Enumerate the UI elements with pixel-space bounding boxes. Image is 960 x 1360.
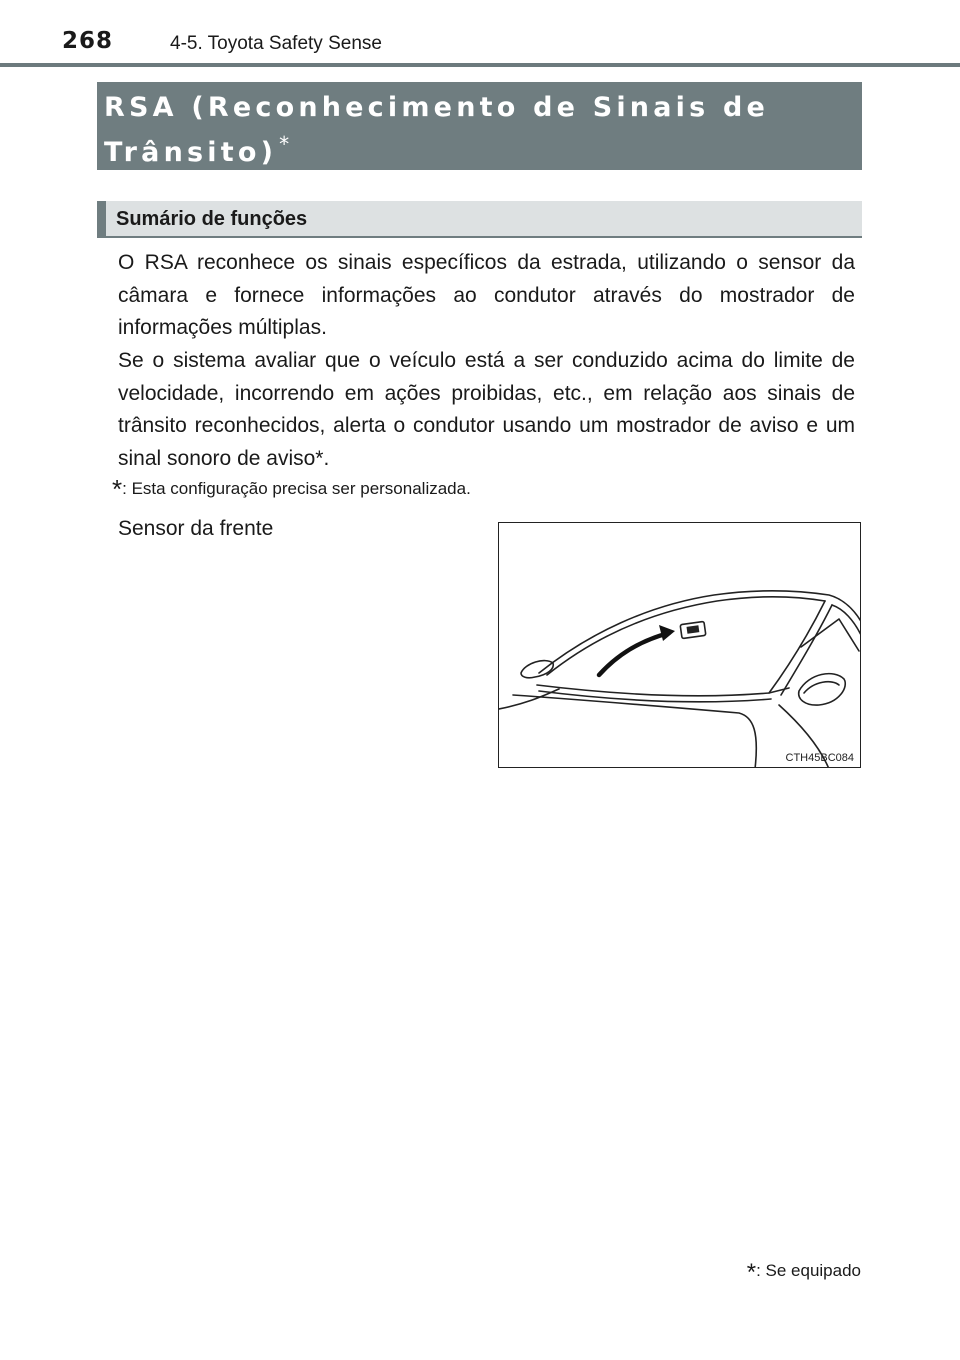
title-line-1: RSA (Reconhecimento de Sinais de: [104, 92, 770, 123]
figure-code: CTH45BC084: [785, 752, 854, 764]
paragraph-warning: Se o sistema avaliar que o veículo está a ser conduzido acima do limite de velocidade, incorrendo em ações proibidas, etc., em relação aos sinais de trânsito reconhecidos, alerta o condutor usando um mostrador de aviso e um sinal sonoro de aviso*.: [118, 349, 855, 470]
subheading-bar: [97, 201, 862, 238]
paragraph-intro: O RSA reconhece os sinais específicos da estrada, utilizando o sensor da câmara e fornece informações ao condutor através do mostrador de informações múltiplas.: [118, 251, 855, 339]
title-footnote-marker: *: [279, 132, 290, 156]
title-bar: [97, 82, 862, 170]
camera-sensor-icon: [680, 621, 706, 638]
windshield-camera-illustration: [499, 523, 861, 768]
equipped-note: [747, 1259, 861, 1287]
subheading-title: Sumário de funções: [116, 208, 308, 230]
pointer-arrow-icon: [599, 625, 675, 675]
footnote: [112, 474, 471, 505]
header-divider: [0, 63, 960, 67]
title-line-2: Trânsito): [104, 137, 278, 168]
footnote-star: *: [112, 474, 123, 504]
equipped-text: : Se equipado: [756, 1261, 861, 1280]
section-label: 4-5. Toyota Safety Sense: [170, 33, 382, 54]
page-title: [104, 90, 862, 171]
page-number: 268: [62, 28, 114, 54]
equipped-star: *: [746, 1259, 757, 1286]
figure-label: Sensor da frente: [118, 517, 274, 540]
footnote-text: : Esta configuração precisa ser personalizada.: [122, 479, 471, 498]
page-header: [62, 26, 960, 60]
windshield-camera-figure: [498, 522, 861, 768]
